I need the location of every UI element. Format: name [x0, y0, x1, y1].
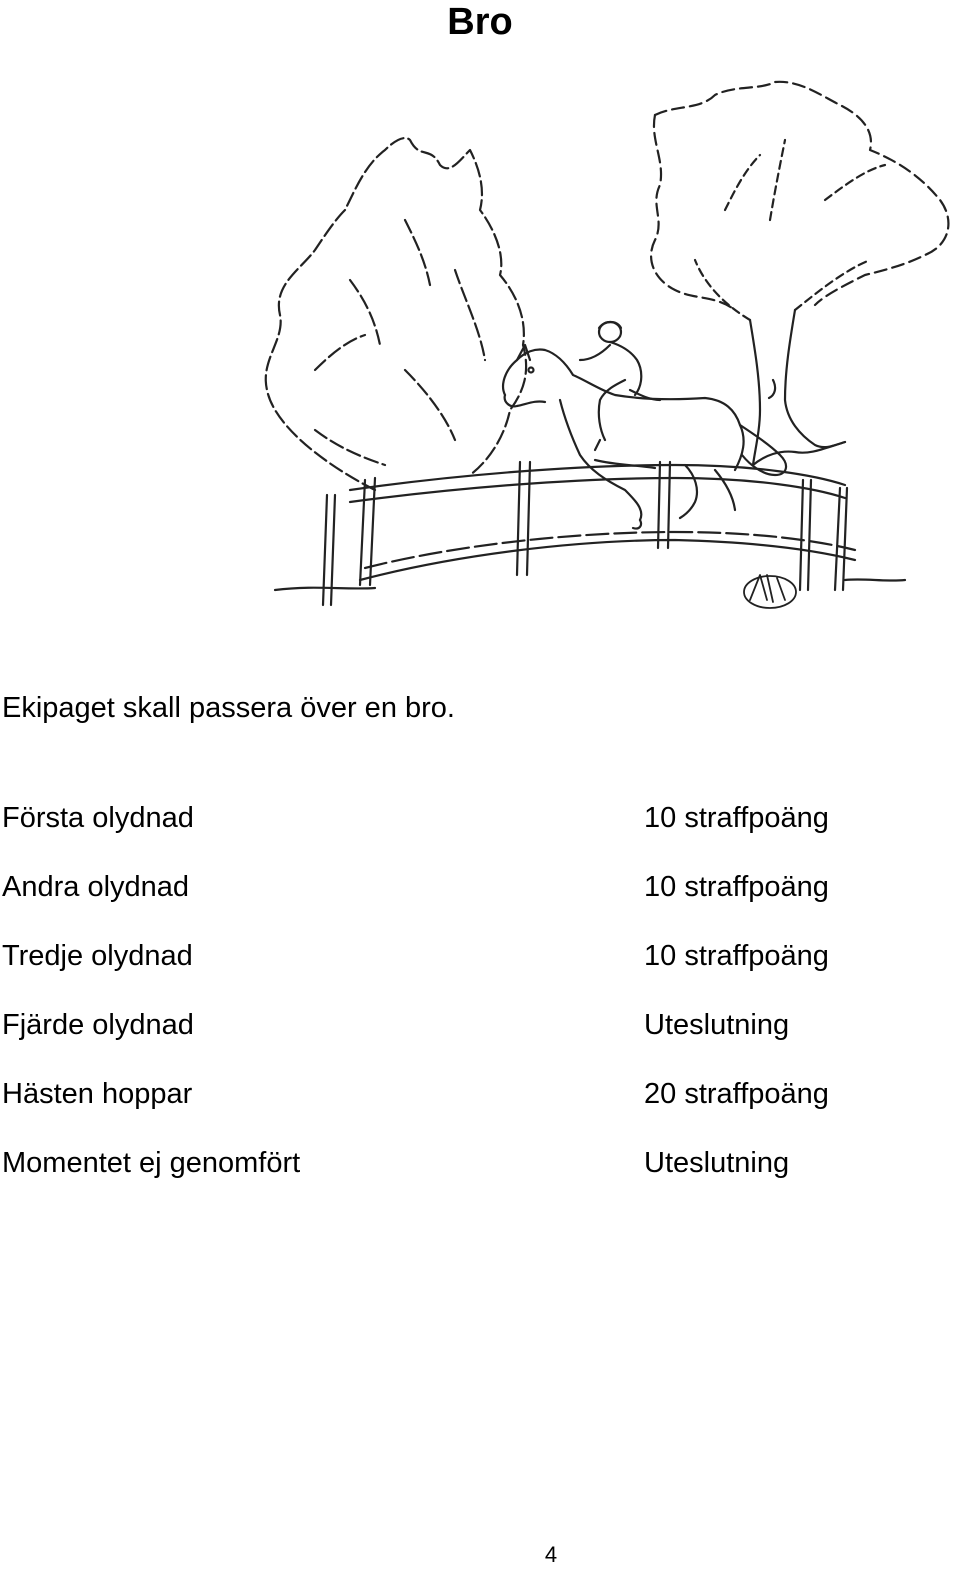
right-tree-icon [651, 82, 948, 465]
intro-text: Ekipaget skall passera över en bro. [2, 692, 455, 724]
horse-bridge-illustration [255, 70, 960, 630]
artist-signature-icon [744, 575, 796, 608]
penalty-row [2, 1007, 902, 1076]
penalty-row [2, 1145, 902, 1214]
penalty-value: Uteslutning [644, 1147, 790, 1179]
penalty-list [2, 800, 902, 1214]
penalty-value: 10 straffpoäng [644, 871, 829, 903]
penalty-value: Uteslutning [644, 1009, 790, 1041]
page-number: 4 [544, 1542, 558, 1567]
rider-icon [580, 322, 660, 450]
penalty-value: 20 straffpoäng [644, 1078, 829, 1110]
penalty-label: Tredje olydnad [2, 940, 193, 972]
penalty-row [2, 1076, 902, 1145]
penalty-row [2, 800, 902, 869]
penalty-value: 10 straffpoäng [644, 802, 829, 834]
penalty-label: Momentet ej genomfört [2, 1147, 301, 1179]
horse-icon [503, 345, 786, 529]
penalty-label: Andra olydnad [2, 871, 190, 903]
left-tree-icon [266, 138, 526, 490]
penalty-label: Hästen hoppar [2, 1078, 193, 1110]
penalty-row [2, 938, 902, 1007]
penalty-label: Första olydnad [2, 802, 194, 834]
page-title: Bro [447, 1, 513, 43]
penalty-label: Fjärde olydnad [2, 1009, 194, 1041]
penalty-value: 10 straffpoäng [644, 940, 829, 972]
penalty-row [2, 869, 902, 938]
bridge-fence-icon [275, 462, 905, 605]
